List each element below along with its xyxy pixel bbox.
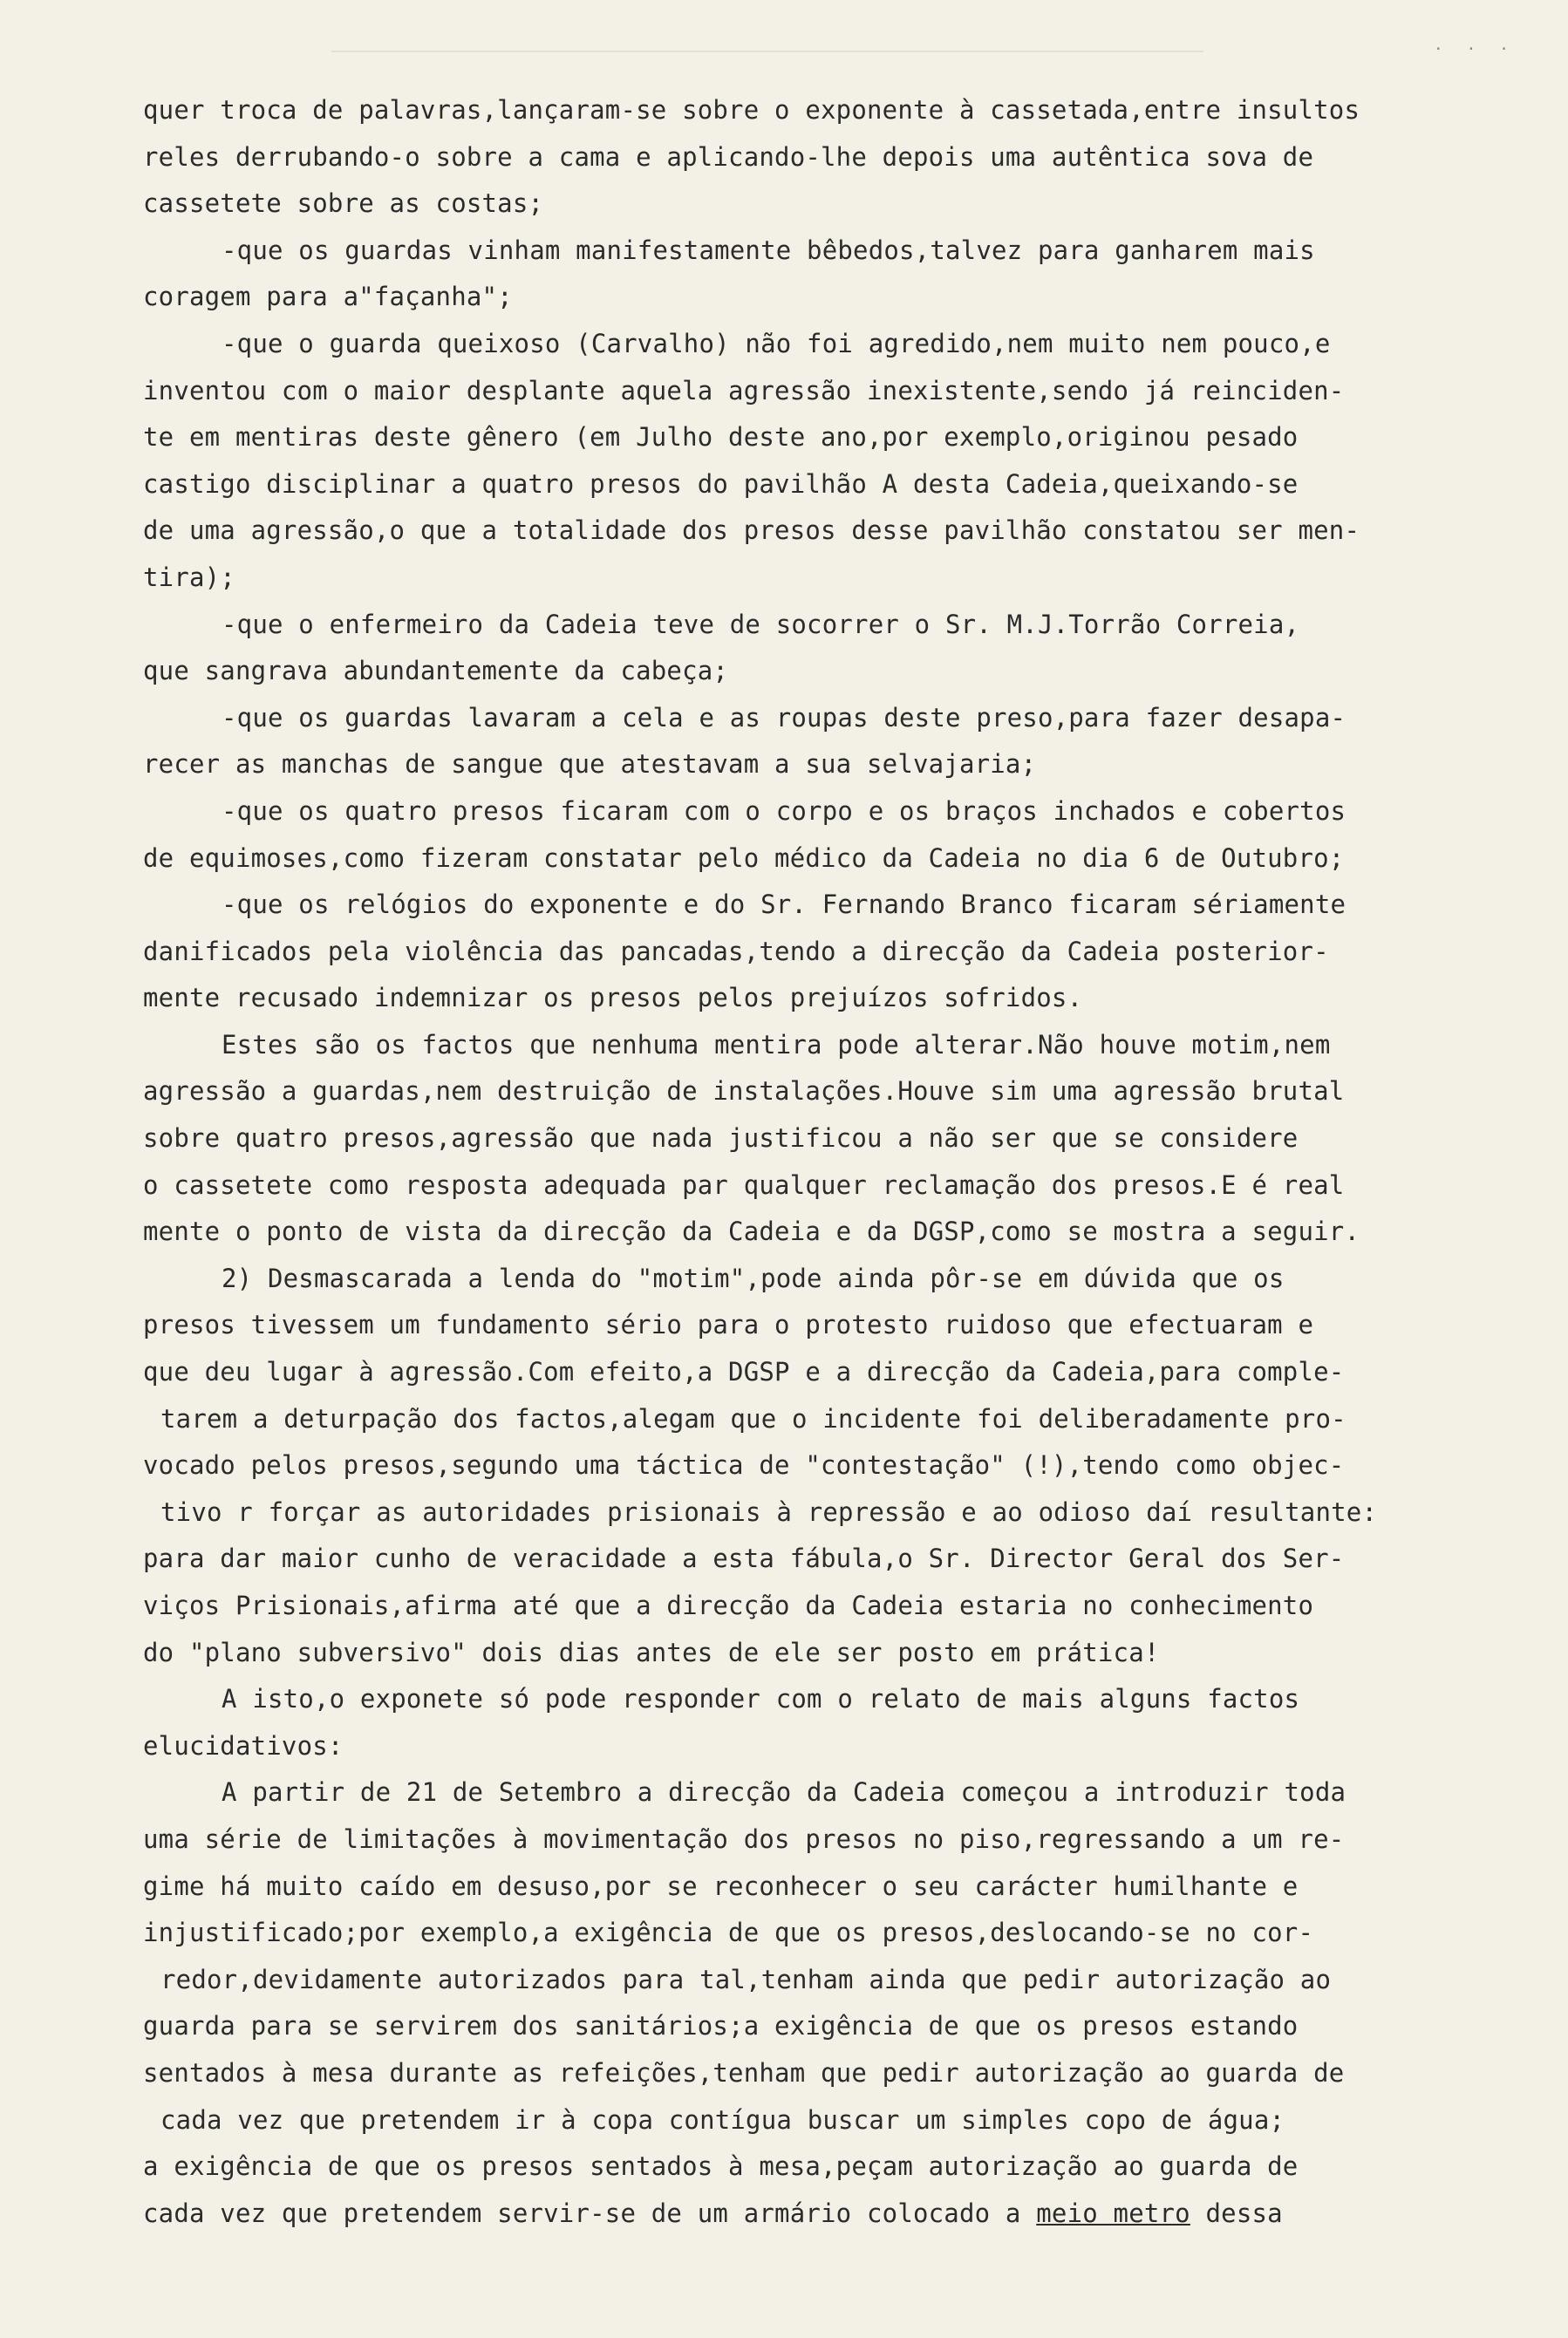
text-line: [143, 1068, 1512, 1115]
text-line-content: agressão a guardas,nem destruição de instalações.Houve sim uma agressão brutal: [143, 1076, 1345, 1107]
text-line-content: danificados pela violência das pancadas,tendo a direcção da Cadeia posterior-: [143, 936, 1329, 966]
text-line-content: recer as manchas de sangue que atestavam a sua selvajaria;: [143, 749, 1037, 780]
text-line: [143, 508, 1512, 555]
body-text: [143, 87, 1512, 2237]
text-line-content: de equimoses,como fizeram constatar pelo médico da Cadeia no dia 6 de Outubro;: [143, 842, 1345, 873]
text-line: [143, 228, 1512, 275]
corner-marks: · · ·: [1433, 40, 1516, 58]
bleed-through-header: [331, 16, 1203, 52]
text-line: [143, 274, 1512, 321]
text-line-content: tarem a deturpação dos factos,alegam que o incidente foi deliberadamente pro-: [160, 1403, 1346, 1434]
text-line: [143, 741, 1512, 788]
text-line: [143, 695, 1512, 742]
text-line-content: -que o enfermeiro da Cadeia teve de socorrer o Sr. M.J.Torrão Correia,: [222, 609, 1300, 639]
text-line: [143, 321, 1512, 368]
text-line: [143, 555, 1512, 602]
text-line-content: uma série de limitações à movimentação dos presos no piso,regressando a um re-: [143, 1823, 1345, 1854]
text-line-content: te em mentiras deste gênero (em Julho deste ano,por exemplo,originou pesado: [143, 422, 1299, 453]
text-line-content: -que os quatro presos ficaram com o corpo e os braços inchados e cobertos: [222, 795, 1346, 826]
text-line-content: tivo r forçar as autoridades prisionais à repressão e ao odioso daí resultante:: [160, 1496, 1378, 1527]
text-line: [143, 1302, 1512, 1349]
text-line-content: -que os relógios do exponente e do Sr. Fernando Branco ficaram sériamente: [222, 890, 1346, 920]
text-line: [143, 2003, 1512, 2050]
text-line: [143, 2191, 1512, 2238]
text-line-content: sentados à mesa durante as refeições,tenham que pedir autorização ao guarda de: [143, 2057, 1345, 2088]
text-line: [143, 461, 1512, 508]
text-line-content: quer troca de palavras,lançaram-se sobre o exponente à cassetada,entre insultos: [143, 95, 1360, 125]
text-line-content: que sangrava abundantemente da cabeça;: [143, 656, 729, 686]
text-line-content: coragem para a"façanha";: [143, 282, 513, 312]
text-line-content: cada vez que pretendem servir-se de um armário colocado a: [143, 2198, 1037, 2228]
text-line: [143, 882, 1512, 929]
text-line: [143, 1489, 1512, 1537]
text-line-content: do "plano subversivo" dois dias antes de ele ser posto em prática!: [143, 1637, 1160, 1667]
text-line: [143, 368, 1512, 415]
text-line: [143, 1209, 1512, 1256]
text-line: [143, 2050, 1512, 2097]
text-line: [143, 1957, 1512, 2004]
text-line-content: a exigência de que os presos sentados à mesa,peçam autorização ao guarda de: [143, 2151, 1299, 2182]
text-line-content: de uma agressão,o que a totalidade dos presos desse pavilhão constatou ser men-: [143, 515, 1360, 546]
text-line: [143, 1536, 1512, 1583]
underlined-phrase: meio metro: [1036, 2198, 1190, 2228]
text-line-content: que deu lugar à agressão.Com efeito,a DGSP e a direcção da Cadeia,para comple-: [143, 1357, 1345, 1387]
text-line-content: elucidativos:: [143, 1730, 344, 1761]
text-line: [143, 414, 1512, 461]
text-line-content: para dar maior cunho de veracidade a esta fábula,o Sr. Director Geral dos Ser-: [143, 1544, 1345, 1574]
text-line-content: cassetete sobre as costas;: [143, 188, 544, 219]
text-line: [143, 2097, 1512, 2144]
text-line-content: mente recusado indemnizar os presos pelos prejuízos sofridos.: [143, 983, 1083, 1013]
text-line: [143, 788, 1512, 835]
text-line: [143, 1583, 1512, 1630]
text-line-content: mente o ponto de vista da direcção da Cadeia e da DGSP,como se mostra a seguir.: [143, 1217, 1360, 1247]
text-line: [143, 1769, 1512, 1817]
text-line-content: tira);: [143, 562, 235, 592]
text-line: [143, 1115, 1512, 1162]
text-line: [143, 181, 1512, 228]
text-line: [143, 1022, 1512, 1069]
text-line-content: gime há muito caído em desuso,por se reconhecer o seu carácter humilhante e: [143, 1871, 1299, 1901]
text-line: [143, 648, 1512, 695]
text-line: [143, 1162, 1512, 1210]
text-line: [143, 1723, 1512, 1770]
text-line-content: inventou com o maior desplante aquela agressão inexistente,sendo já reinciden-: [143, 375, 1345, 406]
text-line: [143, 602, 1512, 649]
text-line-content: reles derrubando-o sobre a cama e aplicando-lhe depois uma autêntica sova de: [143, 141, 1314, 172]
text-line-content: injustificado;por exemplo,a exigência de que os presos,deslocando-se no cor-: [143, 1918, 1314, 1948]
text-line-tail: dessa: [1190, 2198, 1283, 2228]
text-line-content: cada vez que pretendem ir à copa contígua buscar um simples copo de água;: [160, 2104, 1285, 2135]
text-line: [143, 1630, 1512, 1677]
text-line-content: presos tivessem um fundamento sério para o protesto ruidoso que efectuaram e: [143, 1310, 1314, 1340]
text-line-content: A partir de 21 de Setembro a direcção da Cadeia começou a introduzir toda: [222, 1777, 1346, 1808]
text-line: [143, 1349, 1512, 1396]
text-line: [143, 1442, 1512, 1489]
text-line: [143, 134, 1512, 181]
text-line: [143, 2144, 1512, 2191]
text-line: [143, 1676, 1512, 1723]
text-line-content: redor,devidamente autorizados para tal,tenham ainda que pedir autorização ao: [160, 1964, 1332, 1994]
text-line: [143, 1910, 1512, 1957]
text-line-content: A isto,o exponete só pode responder com o relato de mais alguns factos: [222, 1684, 1300, 1714]
text-line-content: sobre quatro presos,agressão que nada justificou a não ser que se considere: [143, 1123, 1299, 1154]
text-line: [143, 1864, 1512, 1911]
text-line: [143, 835, 1512, 883]
text-line-content: 2) Desmascarada a lenda do "motim",pode ainda pôr-se em dúvida que os: [222, 1263, 1285, 1293]
text-line-content: vocado pelos presos,segundo uma táctica de "contestação" (!),tendo como objec-: [143, 1450, 1345, 1481]
text-line: [143, 975, 1512, 1022]
text-line: [143, 1817, 1512, 1864]
text-line-content: castigo disciplinar a quatro presos do pavilhão A desta Cadeia,queixando-se: [143, 468, 1299, 499]
text-line-content: o cassetete como resposta adequada par qualquer reclamação dos presos.E é real: [143, 1169, 1345, 1200]
text-line-content: Estes são os factos que nenhuma mentira pode alterar.Não houve motim,nem: [222, 1029, 1331, 1060]
text-line-content: -que os guardas vinham manifestamente bêbedos,talvez para ganharem mais: [222, 235, 1315, 265]
text-line: [143, 1396, 1512, 1443]
text-line: [143, 87, 1512, 134]
text-line: [143, 929, 1512, 976]
text-line: [143, 1256, 1512, 1303]
text-line-content: -que os guardas lavaram a cela e as roupas deste preso,para fazer desapa-: [222, 702, 1346, 733]
text-line-content: -que o guarda queixoso (Carvalho) não foi agredido,nem muito nem pouco,e: [222, 328, 1331, 358]
text-line-content: guarda para se servirem dos sanitários;a exigência de que os presos estando: [143, 2011, 1299, 2041]
text-line-content: viços Prisionais,afirma até que a direcção da Cadeia estaria no conhecimento: [143, 1591, 1314, 1620]
